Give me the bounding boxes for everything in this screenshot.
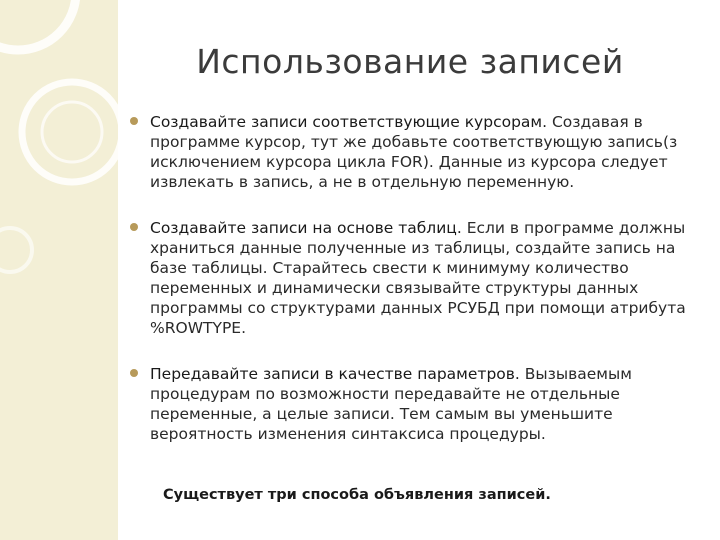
bullet-dot-icon — [130, 223, 138, 231]
bullet-lead: Создавайте записи на основе таблиц. — [150, 219, 462, 237]
decorative-sidebar — [0, 0, 118, 540]
decorative-circles-graphic — [0, 0, 118, 540]
bullet-item — [128, 218, 696, 338]
bullet-lead: Передавайте записи в качестве параметров. — [150, 365, 520, 383]
slide-title: Использование записей — [196, 42, 624, 81]
bullet-lead: Создавайте записи соответствующие курсорам. — [150, 113, 548, 131]
footer-note: Существует три способа объявления записей. — [163, 487, 551, 503]
bullet-text: Если в программе должны храниться данные полученные из таблицы, создайте запись на базе таблицы. Старайтесь свести к минимуму количество переменных и динамически связывайте структуры данных программы со структурами данных РСУБД при помощи атрибута %ROWTYPE. — [150, 219, 686, 337]
bullet-dot-icon — [130, 369, 138, 377]
bullet-text: Создавая в программе курсор, тут же добавьте соответствующую запись(з исключением курсора цикла FOR). Данные из курсора следует извлекать в запись, а не в отдельную переменную. — [150, 113, 678, 191]
bullet-item — [128, 112, 696, 192]
bullet-list — [128, 112, 696, 470]
bullet-text: Вызываемым процедурам по возможности передавайте не отдельные переменные, а целые записи. Тем самым вы уменьшите вероятность изменения синтаксиса процедуры. — [150, 365, 632, 443]
bullet-item — [128, 364, 696, 444]
bullet-dot-icon — [130, 117, 138, 125]
